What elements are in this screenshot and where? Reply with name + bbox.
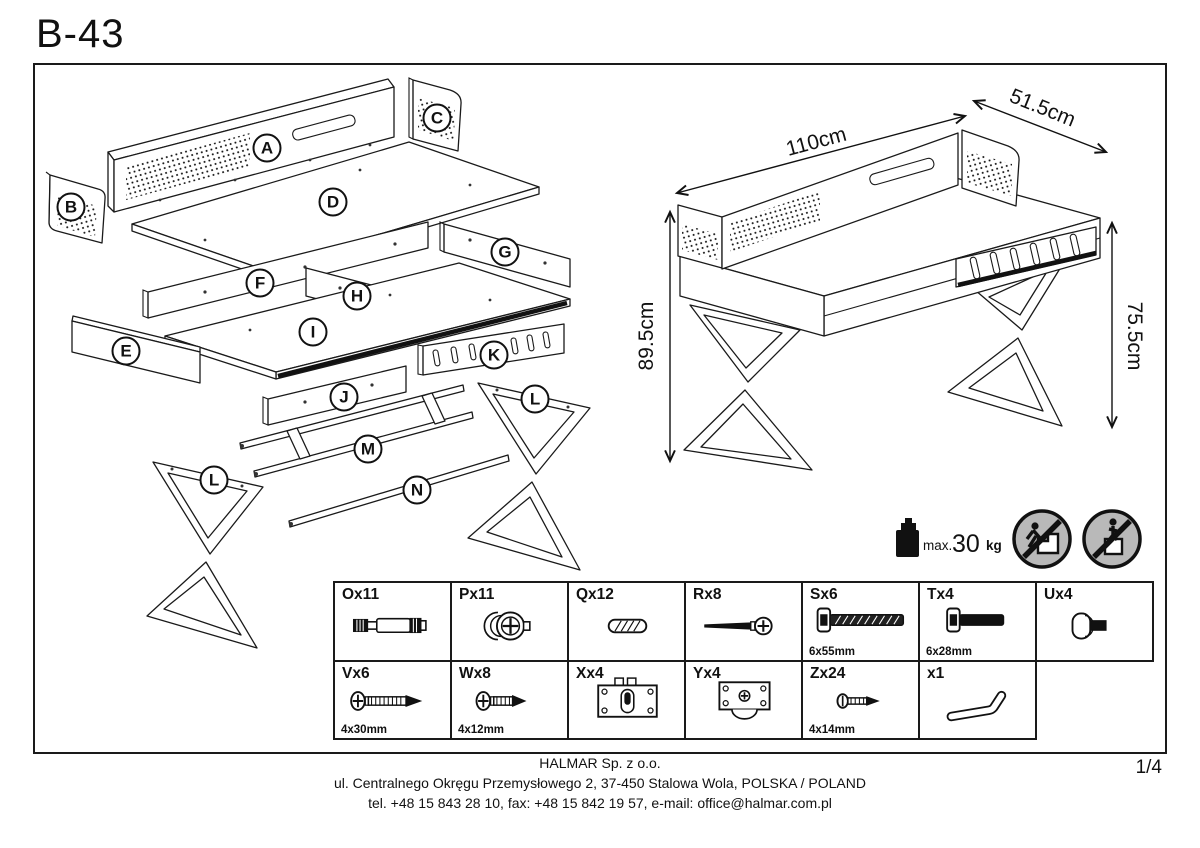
hardware-cell-s xyxy=(801,581,920,662)
hardware-cell-z xyxy=(801,660,920,740)
connector-bolt-icon xyxy=(341,603,446,649)
svg-text:K: K xyxy=(487,345,501,365)
svg-text:E: E xyxy=(120,341,132,361)
page-number: 1/4 xyxy=(1135,757,1162,778)
hardware-code: Yx4 xyxy=(693,665,721,682)
weight-limit xyxy=(896,518,1002,558)
weight-limit-value: 30 xyxy=(952,530,980,558)
hardware-size: 6x55mm xyxy=(809,646,856,658)
hardware-cell-x xyxy=(567,660,686,740)
part-label-d xyxy=(320,189,347,216)
hardware-size: 6x28mm xyxy=(926,646,973,658)
svg-text:75.5cm: 75.5cm xyxy=(1123,301,1146,371)
model-title: B-43 xyxy=(36,12,125,56)
glide-plate-icon xyxy=(692,676,797,722)
part-label-g xyxy=(492,239,519,266)
part-label-e xyxy=(113,338,140,365)
hardware-cell-key xyxy=(918,660,1037,740)
weight-limit-prefix: max. xyxy=(923,538,953,553)
no-standing-icon xyxy=(1084,511,1140,567)
svg-text:B: B xyxy=(64,197,78,217)
footer-address: ul. Centralnego Okręgu Przemysłowego 2, 37-450 Stalowa Wola, POLSKA / POLAND xyxy=(333,775,866,791)
short-bolt-icon xyxy=(926,597,1031,643)
footer xyxy=(0,753,1200,813)
exploded-view xyxy=(46,78,590,648)
hardware-code: Sx6 xyxy=(810,586,838,603)
weight-limit-unit: kg xyxy=(986,538,1002,553)
hardware-size: 4x14mm xyxy=(809,724,856,736)
part-label-l2 xyxy=(522,386,549,413)
hardware-code: Px11 xyxy=(459,586,495,603)
part-label-h xyxy=(344,283,371,310)
hardware-cell-o xyxy=(333,581,452,662)
hardware-cell-u xyxy=(1035,581,1154,662)
hardware-code: Xx4 xyxy=(576,665,604,682)
footer-company: HALMAR Sp. z o.o. xyxy=(539,755,661,771)
svg-text:M: M xyxy=(360,439,376,459)
hardware-cell-w xyxy=(450,660,569,740)
cam-lock-icon xyxy=(458,603,563,649)
part-label-b xyxy=(58,194,85,221)
svg-text:I: I xyxy=(310,322,316,342)
svg-text:89.5cm: 89.5cm xyxy=(635,301,658,371)
hardware-code: x1 xyxy=(927,665,945,682)
part-n-cross-tube xyxy=(289,455,509,527)
hardware-cell-p xyxy=(450,581,569,662)
svg-text:J: J xyxy=(339,387,349,407)
hardware-cell-y xyxy=(684,660,803,740)
svg-text:H: H xyxy=(350,286,364,306)
wood-screw-short-icon xyxy=(458,678,563,724)
svg-text:L: L xyxy=(208,470,220,490)
hardware-cell-v xyxy=(333,660,452,740)
svg-text:A: A xyxy=(260,138,274,158)
hardware-size: 4x12mm xyxy=(458,724,505,736)
svg-text:C: C xyxy=(430,108,444,128)
small-screw-icon xyxy=(809,678,914,724)
screw-icon xyxy=(692,603,797,649)
part-label-f xyxy=(247,270,274,297)
hardware-code: Tx4 xyxy=(927,586,954,603)
part-label-i xyxy=(300,319,327,346)
svg-text:N: N xyxy=(410,480,424,500)
hardware-code: Ox11 xyxy=(342,586,380,603)
bracket-plate-icon xyxy=(575,676,680,722)
svg-text:D: D xyxy=(326,192,340,212)
hardware-code: Qx12 xyxy=(576,586,614,603)
svg-text:G: G xyxy=(498,242,512,262)
desk-leg-left xyxy=(684,305,812,470)
long-bolt-icon xyxy=(809,597,914,643)
hardware-cell-t xyxy=(918,581,1037,662)
hardware-size: 4x30mm xyxy=(341,724,388,736)
wooden-dowel-icon xyxy=(575,603,680,649)
hardware-code: Vx6 xyxy=(342,665,370,682)
no-climbing-icon xyxy=(1014,511,1070,567)
hardware-code: Wx8 xyxy=(459,665,491,682)
part-label-k xyxy=(481,342,508,369)
hardware-cell-r xyxy=(684,581,803,662)
wood-screw-long-icon xyxy=(341,678,446,724)
knob-bolt-icon xyxy=(1043,603,1148,649)
part-label-c xyxy=(424,105,451,132)
hardware-code: Rx8 xyxy=(693,586,722,603)
allen-key-icon xyxy=(926,682,1031,728)
hardware-code: Zx24 xyxy=(810,665,846,682)
part-label-a xyxy=(254,135,281,162)
svg-text:110cm: 110cm xyxy=(783,122,849,161)
hardware-cell-q xyxy=(567,581,686,662)
part-label-n xyxy=(404,477,431,504)
footer-contact: tel. +48 15 843 28 10, fax: +48 15 842 19 57, e-mail: office@halmar.com.pl xyxy=(368,795,832,811)
part-label-l1 xyxy=(201,467,228,494)
part-label-m xyxy=(355,436,382,463)
assembled-desk-view xyxy=(635,84,1146,470)
svg-text:51.5cm: 51.5cm xyxy=(1006,84,1079,132)
weight-icon xyxy=(896,518,919,557)
svg-text:F: F xyxy=(254,273,266,293)
svg-text:L: L xyxy=(529,389,541,409)
dimension-overall-height xyxy=(635,212,670,461)
dimension-desktop-height xyxy=(1112,223,1146,427)
part-label-j xyxy=(331,384,358,411)
hardware-code: Ux4 xyxy=(1044,586,1073,603)
